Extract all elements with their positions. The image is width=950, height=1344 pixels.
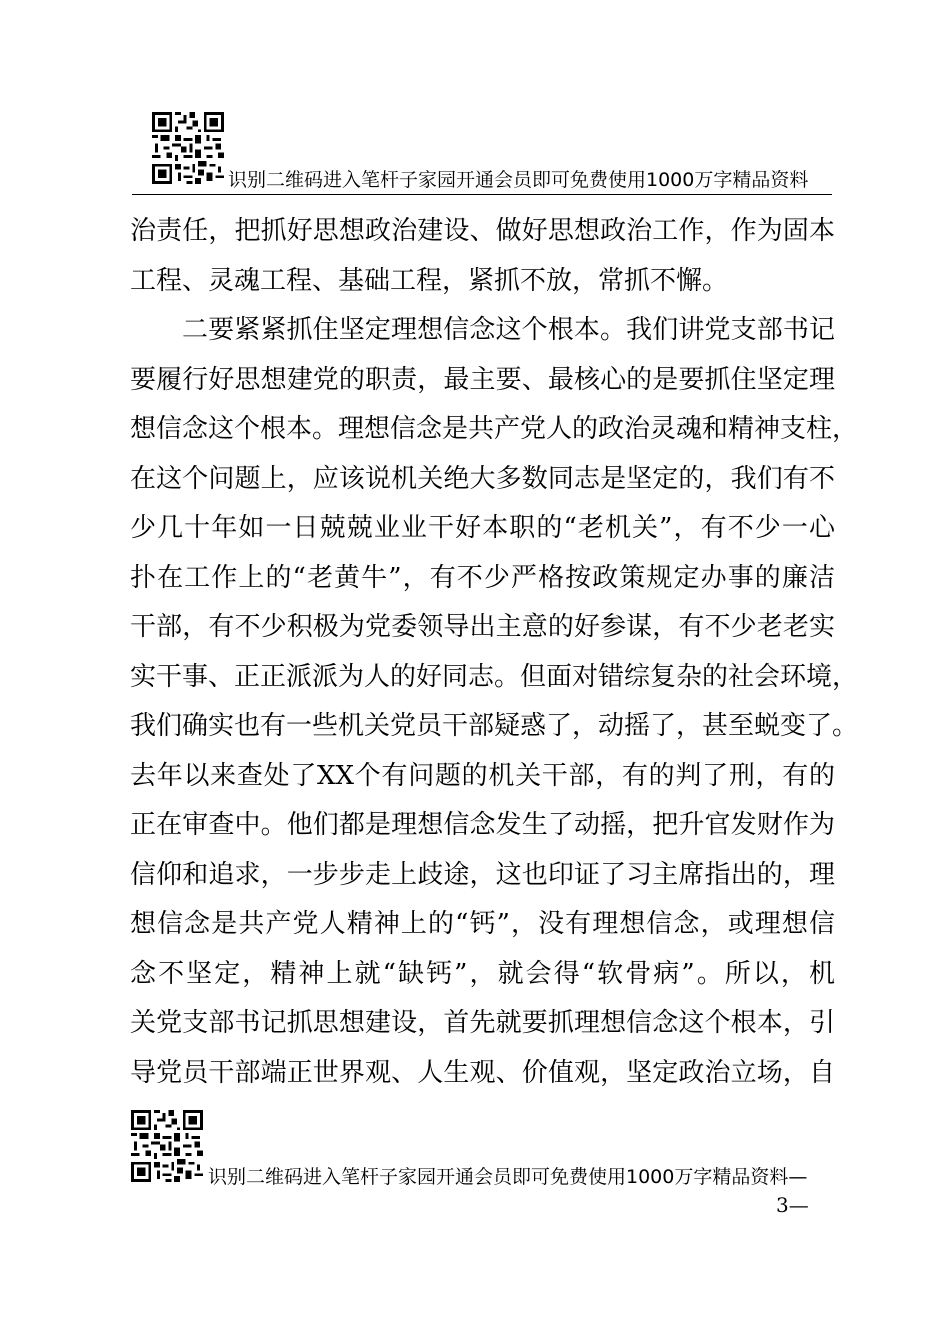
qr-code-graphic [152, 112, 224, 184]
body-line-9: 干部，有不少积极为党委领导出主意的好参谋，有不少老老实 [130, 612, 835, 642]
body-line-10: 实干事、正正派派为人的好同志。但面对错综复杂的社会环境， [130, 661, 859, 692]
footer-promo-text: 识别二维码进入笔杆子家园开通会员即可免费使用1000万字精品资料— [208, 1166, 808, 1188]
body-line-2: 工程、灵魂工程、基础工程，紧抓不放，常抓不懈。 [130, 265, 729, 296]
body-line-11: 我们确实也有一些机关党员干部疑惑了，动摇了，甚至蜕变了。 [130, 711, 859, 741]
body-line-1: 治责任，把抓好思想政治建设、做好思想政治工作，作为固本 [130, 216, 835, 246]
body-line-8: 扑在工作上的“老黄牛”，有不少严格按政策规定办事的廉洁 [130, 562, 835, 593]
header-promo-text: 识别二维码进入笔杆子家园开通会员即可免费使用1000万字精品资料 [228, 169, 809, 191]
qr-code-graphic [131, 1110, 203, 1182]
body-line-7: 少几十年如一日兢兢业业干好本职的“老机关”，有不少一心 [130, 513, 835, 543]
body-line-18: 导党员干部端正世界观、人生观、价值观，坚定政治立场，自 [130, 1057, 835, 1088]
page-number: 3— [776, 1193, 809, 1217]
header-divider [132, 194, 832, 195]
body-line-12: 去年以来查处了XX个有问题的机关干部，有的判了刑，有的 [130, 760, 835, 791]
document-body [130, 207, 859, 1098]
body-line-14: 信仰和追求，一步步走上歧途，这也印证了习主席指出的，理 [130, 859, 835, 890]
body-line-5: 想信念这个根本。理想信念是共产党人的政治灵魂和精神支柱， [130, 414, 859, 444]
body-line-3: 二要紧紧抓住坚定理想信念这个根本。我们讲党支部书记 [182, 315, 835, 345]
body-line-4: 要履行好思想建党的职责，最主要、最核心的是要抓住坚定理 [130, 364, 835, 395]
qr-code-icon [152, 112, 224, 184]
body-line-6: 在这个问题上，应该说机关绝大多数同志是坚定的，我们有不 [130, 463, 835, 494]
qr-code-icon [131, 1110, 203, 1182]
body-line-15: 想信念是共产党人精神上的“钙”，没有理想信念，或理想信 [130, 909, 835, 939]
body-line-17: 关党支部书记抓思想建设，首先就要抓理想信念这个根本，引 [130, 1008, 835, 1038]
body-line-13: 正在审查中。他们都是理想信念发生了动摇，把升官发财作为 [130, 810, 835, 840]
body-line-16: 念不坚定，精神上就“缺钙”，就会得“软骨病”。所以，机 [130, 958, 835, 989]
